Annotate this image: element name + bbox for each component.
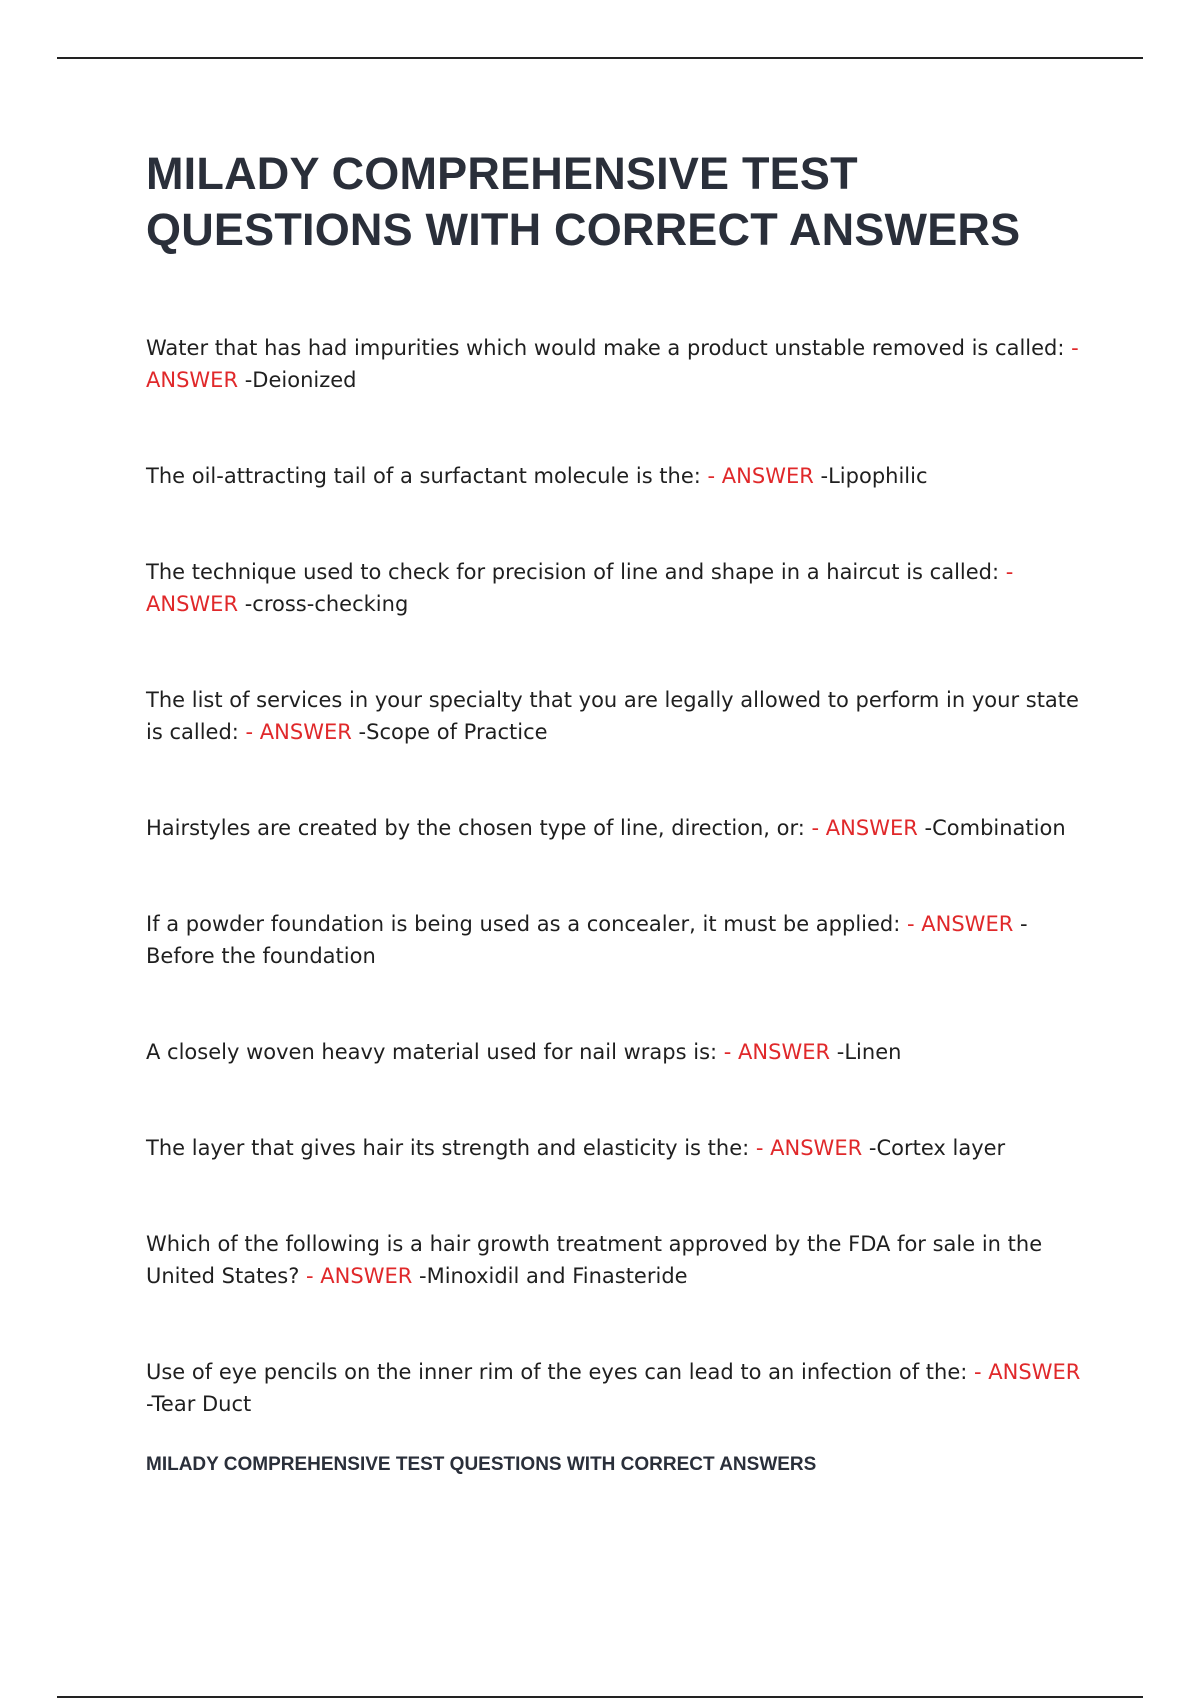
answer-text: -cross-checking	[244, 592, 409, 616]
running-footer-title: MILADY COMPREHENSIVE TEST QUESTIONS WITH CORRECT ANSWERS	[146, 1454, 817, 1475]
document-title: MILADY COMPREHENSIVE TEST QUESTIONS WITH CORRECT ANSWERS	[146, 148, 1021, 255]
qa-item-4	[146, 684, 1086, 748]
qa-item-6	[146, 908, 1086, 972]
qa-item-8	[146, 1132, 1086, 1164]
answer-marker: - ANSWER	[146, 336, 1079, 392]
question-text: Which of the following is a hair growth treatment approved by the FDA for sale in the United States?	[146, 1232, 1043, 1288]
answer-text: -Tear Duct	[146, 1392, 252, 1416]
answer-marker: - ANSWER	[811, 816, 918, 840]
answer-text: -Cortex layer	[868, 1136, 1006, 1160]
qa-item-1	[146, 332, 1086, 396]
qa-item-9	[146, 1228, 1086, 1292]
qa-item-5	[146, 812, 1086, 844]
answer-marker: - ANSWER	[707, 464, 814, 488]
qa-item-2	[146, 460, 1086, 492]
answer-marker: - ANSWER	[723, 1040, 831, 1064]
question-text: Use of eye pencils on the inner rim of the eyes can lead to an infection of the:	[146, 1360, 968, 1384]
answer-marker: - ANSWER	[907, 912, 1014, 936]
answer-marker: - ANSWER	[755, 1136, 863, 1160]
qa-item-10	[146, 1356, 1086, 1420]
top-rule	[57, 57, 1143, 59]
qa-item-7	[146, 1036, 1086, 1068]
question-text: A closely woven heavy material used for nail wraps is:	[146, 1040, 718, 1064]
question-text: The list of services in your specialty that you are legally allowed to perform in your state is called:	[146, 688, 1079, 744]
question-text: Water that has had impurities which would make a product unstable removed is called:	[146, 336, 1065, 360]
question-text: The layer that gives hair its strength and elasticity is the:	[146, 1136, 750, 1160]
answer-text: -Minoxidil and Finasteride	[419, 1264, 688, 1288]
answer-marker: - ANSWER	[245, 720, 352, 744]
question-text: The technique used to check for precision of line and shape in a haircut is called:	[146, 560, 1000, 584]
answer-text: -Combination	[924, 816, 1066, 840]
answer-text: -Deionized	[244, 368, 357, 392]
answer-text: -Before the foundation	[146, 912, 1028, 968]
qa-item-3	[146, 556, 1086, 620]
answer-marker: - ANSWER	[146, 560, 1014, 616]
question-text: If a powder foundation is being used as a concealer, it must be applied:	[146, 912, 901, 936]
bottom-rule	[57, 1696, 1143, 1698]
question-text: The oil-attracting tail of a surfactant molecule is the:	[146, 464, 701, 488]
answer-text: -Lipophilic	[820, 464, 928, 488]
answer-marker: - ANSWER	[306, 1264, 413, 1288]
question-text: Hairstyles are created by the chosen type of line, direction, or:	[146, 816, 805, 840]
answer-text: -Linen	[836, 1040, 902, 1064]
qa-list	[146, 332, 1086, 1420]
document-page	[146, 146, 1086, 1476]
answer-text: -Scope of Practice	[358, 720, 548, 744]
answer-marker: - ANSWER	[974, 1360, 1081, 1384]
